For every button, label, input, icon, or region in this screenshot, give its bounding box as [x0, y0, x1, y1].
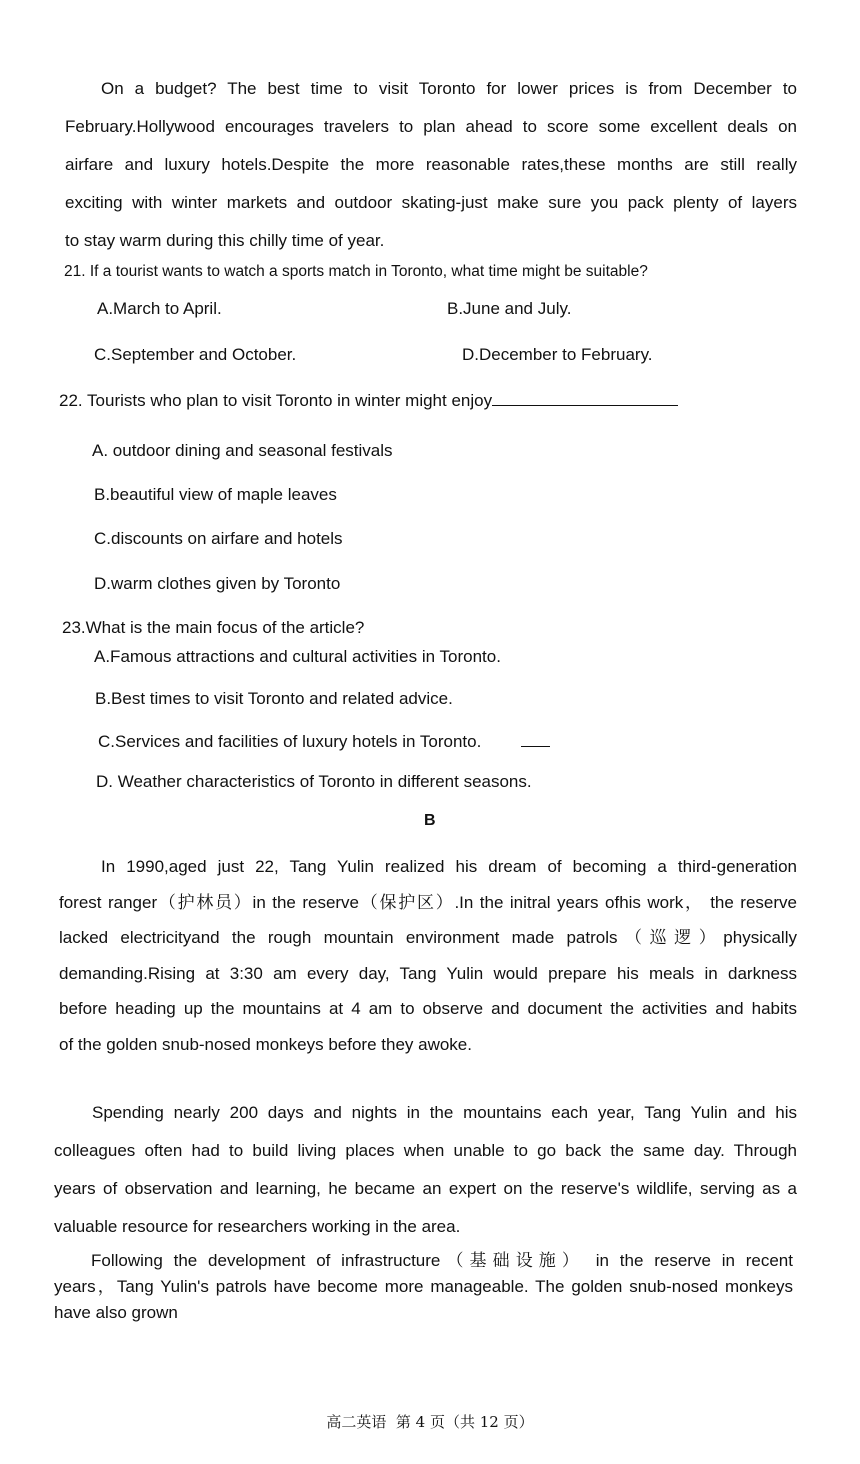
paragraph-line: lacked electricityand the rough mountain environment made patrols（巡逻）physically [59, 928, 797, 947]
page-footer: 高二英语 第 4 页（共 12 页） [326, 1413, 534, 1431]
section-b-paragraph-3 [54, 1248, 793, 1326]
section-b-paragraph-2 [54, 1094, 797, 1246]
paragraph-line: On a budget? The best time to visit Toronto for lower prices is from December to [101, 79, 797, 98]
paragraph-line: airfare and luxury hotels.Despite the more reasonable rates,these months are still really [65, 155, 797, 174]
question-23-option-b: B.Best times to visit Toronto and related advice. [95, 689, 453, 708]
passage-a-ending [65, 70, 797, 260]
question-21-option-b: B.June and July. [447, 299, 572, 318]
question-23-option-a: A.Famous attractions and cultural activities in Toronto. [94, 647, 501, 666]
section-b-heading: B [424, 812, 436, 829]
question-22-stem [59, 391, 678, 411]
question-23-option-c [98, 732, 550, 752]
paragraph-line: of the golden snub-nosed monkeys before they awoke. [59, 1034, 472, 1054]
paragraph-line: have also grown [54, 1303, 178, 1322]
paragraph-line: to stay warm during this chilly time of year. [65, 231, 385, 250]
paragraph-line: years of observation and learning, he became an expert on the reserve's wildlife, serving as a [54, 1179, 797, 1198]
question-23-option-d: D. Weather characteristics of Toronto in different seasons. [96, 772, 532, 791]
question-21-option-c: C.September and October. [94, 345, 297, 364]
answer-blank [521, 732, 550, 747]
question-22-option-b: B.beautiful view of maple leaves [94, 485, 337, 504]
paragraph-line: forest ranger（护林员）in the reserve（保护区）.In the initral years ofhis work， the reserve [59, 892, 797, 912]
paragraph-line: exciting with winter markets and outdoor skating-just make sure you pack plenty of layers [65, 193, 797, 212]
question-22-option-d: D.warm clothes given by Toronto [94, 574, 341, 593]
question-22-text: 22. Tourists who plan to visit Toronto in winter might enjoy [59, 391, 493, 410]
paragraph-line: before heading up the mountains at 4 am to observe and document the activities and habits [59, 999, 797, 1018]
question-21-stem: 21. If a tourist wants to watch a sports match in Toronto, what time might be suitable? [64, 263, 648, 280]
answer-blank [492, 391, 678, 406]
question-21-option-d: D.December to February. [462, 345, 653, 364]
paragraph-line: years，Tang Yulin's patrols have become more manageable. The golden snub-nosed monkeys [54, 1277, 793, 1296]
paragraph-line: February.Hollywood encourages travelers to plan ahead to score some excellent deals on [65, 117, 797, 136]
question-23-stem: 23.What is the main focus of the article? [62, 618, 365, 637]
paragraph-line: colleagues often had to build living places when unable to go back the same day. Through [54, 1141, 797, 1160]
question-22-option-c: C.discounts on airfare and hotels [94, 529, 343, 548]
paragraph-line: Spending nearly 200 days and nights in the mountains each year, Tang Yulin and his [92, 1103, 797, 1122]
question-21-option-a: A.March to April. [97, 299, 222, 318]
paragraph-line: Following the development of infrastructure（基础设施） in the reserve in recent [91, 1251, 793, 1270]
paragraph-line: demanding.Rising at 3:30 am every day, Tang Yulin would prepare his meals in darkness [59, 963, 797, 983]
section-b-paragraph-1 [59, 849, 797, 1062]
question-23-option-c-text: C.Services and facilities of luxury hotels in Toronto. [98, 732, 482, 751]
paragraph-line: valuable resource for researchers working in the area. [54, 1217, 461, 1236]
question-22-option-a: A. outdoor dining and seasonal festivals [92, 441, 393, 460]
paragraph-line: In 1990,aged just 22, Tang Yulin realized his dream of becoming a third-generation [101, 857, 797, 876]
